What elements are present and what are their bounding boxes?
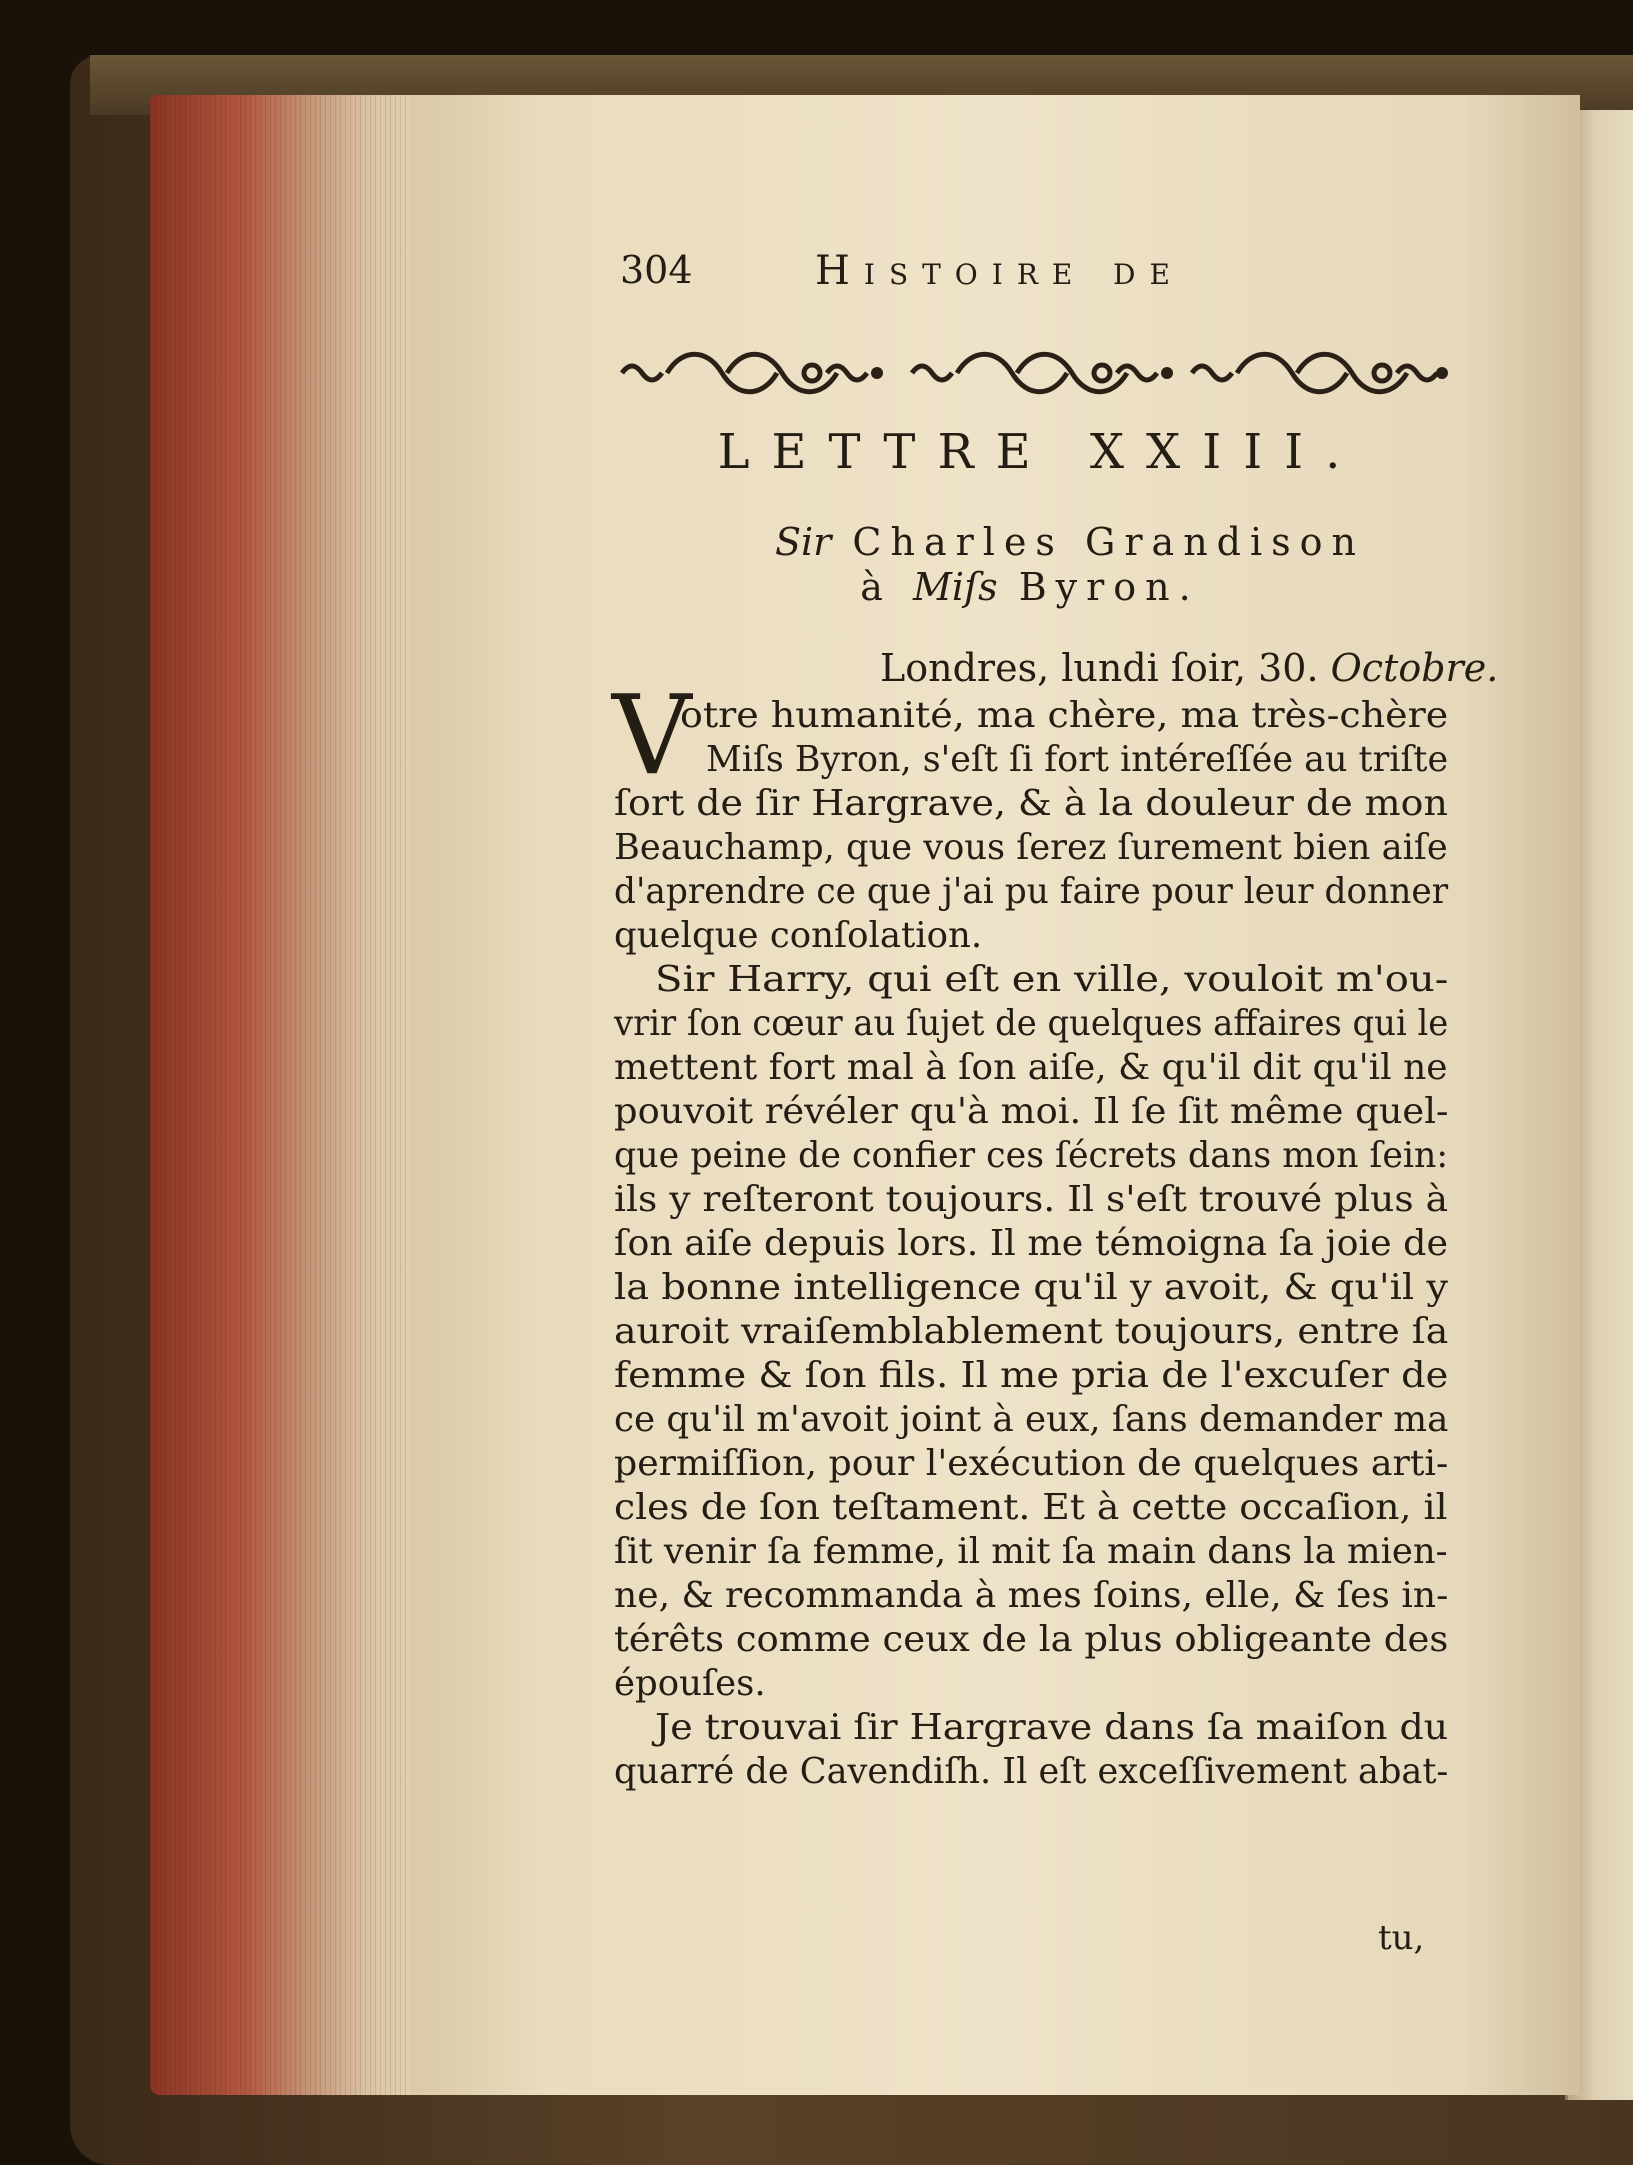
body-line: otre humanité, ma chère, ma très-chère	[680, 695, 1449, 736]
body-line: térêts comme ceux de la plus obligeante des	[614, 1619, 1449, 1660]
body-line: Beauchamp, que vous ſerez ſurement bien aiſe	[614, 827, 1448, 868]
body-line: Miſs Byron, s'eſt ſi fort intéreſſée au triſte	[706, 739, 1449, 780]
catchword: tu,	[1378, 1918, 1425, 1958]
recipient-honorific: Miſs	[913, 565, 998, 609]
body-line: mettent fort mal à ſon aiſe, & qu'il dit qu'il ne	[614, 1047, 1448, 1088]
body-line: quelque conſolation.	[614, 915, 983, 956]
body-line: ne, & recommanda à mes ſoins, elle, & ſes in-	[614, 1575, 1449, 1616]
page-header	[620, 248, 1440, 308]
body-line: Sir Harry, qui eſt en ville, vouloit m'ou-	[655, 959, 1449, 1000]
page-number: 304	[620, 248, 693, 292]
page-fore-edges	[150, 95, 420, 2095]
body-line: ſort de ſir Hargrave, & à la douleur de mon	[614, 783, 1448, 824]
body-line: d'aprendre ce que j'ai pu faire pour leur donner	[614, 871, 1449, 912]
dateline-month: Octobre.	[1330, 646, 1499, 690]
body-line: ſon aiſe depuis lors. Il me témoigna ſa joie de	[614, 1223, 1448, 1264]
body-line: permiſſion, pour l'exécution de quelques arti-	[614, 1443, 1449, 1484]
body-line: que peine de confier ces ſécrets dans mon ſein:	[614, 1135, 1449, 1176]
body-line: cles de ſon teſtament. Et à cette occaſion, il	[614, 1487, 1448, 1528]
letter-sender	[690, 520, 1450, 564]
body-line: quarré de Cavendiſh. Il eſt exceſſivement abat-	[614, 1751, 1449, 1792]
letter-title: LETTRE XXIII.	[717, 424, 1363, 480]
body-line: la bonne intelligence qu'il y avoit, & qu'il y	[614, 1267, 1448, 1308]
body-line: vrir ſon cœur au ſujet de quelques affaires qui le	[614, 1003, 1449, 1044]
decorative-ornament-band	[612, 348, 1452, 398]
body-line: auroit vraiſemblablement toujours, entre ſa	[614, 1311, 1449, 1352]
body-line: ils y reſteront toujours. Il s'eſt trouvé plus à	[614, 1179, 1448, 1220]
body-line: ce qu'il m'avoit joint à eux, ſans demander ma	[614, 1399, 1449, 1440]
recipient-name: Byron.	[997, 565, 1200, 609]
body-line: épouſes.	[614, 1663, 766, 1704]
sender-honorific: Sir	[774, 520, 832, 564]
body-line: ſit venir ſa femme, il mit ſa main dans la mien-	[614, 1531, 1448, 1572]
letter-recipient	[690, 565, 1370, 609]
sender-name: Charles Grandison	[831, 520, 1365, 564]
dateline	[880, 646, 1498, 690]
recipient-prefix: à	[860, 565, 913, 609]
body-line: pouvoit révéler qu'à moi. Il ſe ſit même quel-	[614, 1091, 1449, 1132]
body-line: Je trouvai ſir Hargrave dans ſa maiſon du	[655, 1707, 1449, 1748]
dateline-place-date: Londres, lundi ſoir, 30.	[880, 646, 1331, 690]
drop-cap: V	[612, 671, 692, 799]
body-line: femme & ſon fils. Il me pria de l'excuſer de	[614, 1355, 1449, 1396]
running-head: Histoire de	[815, 248, 1184, 294]
